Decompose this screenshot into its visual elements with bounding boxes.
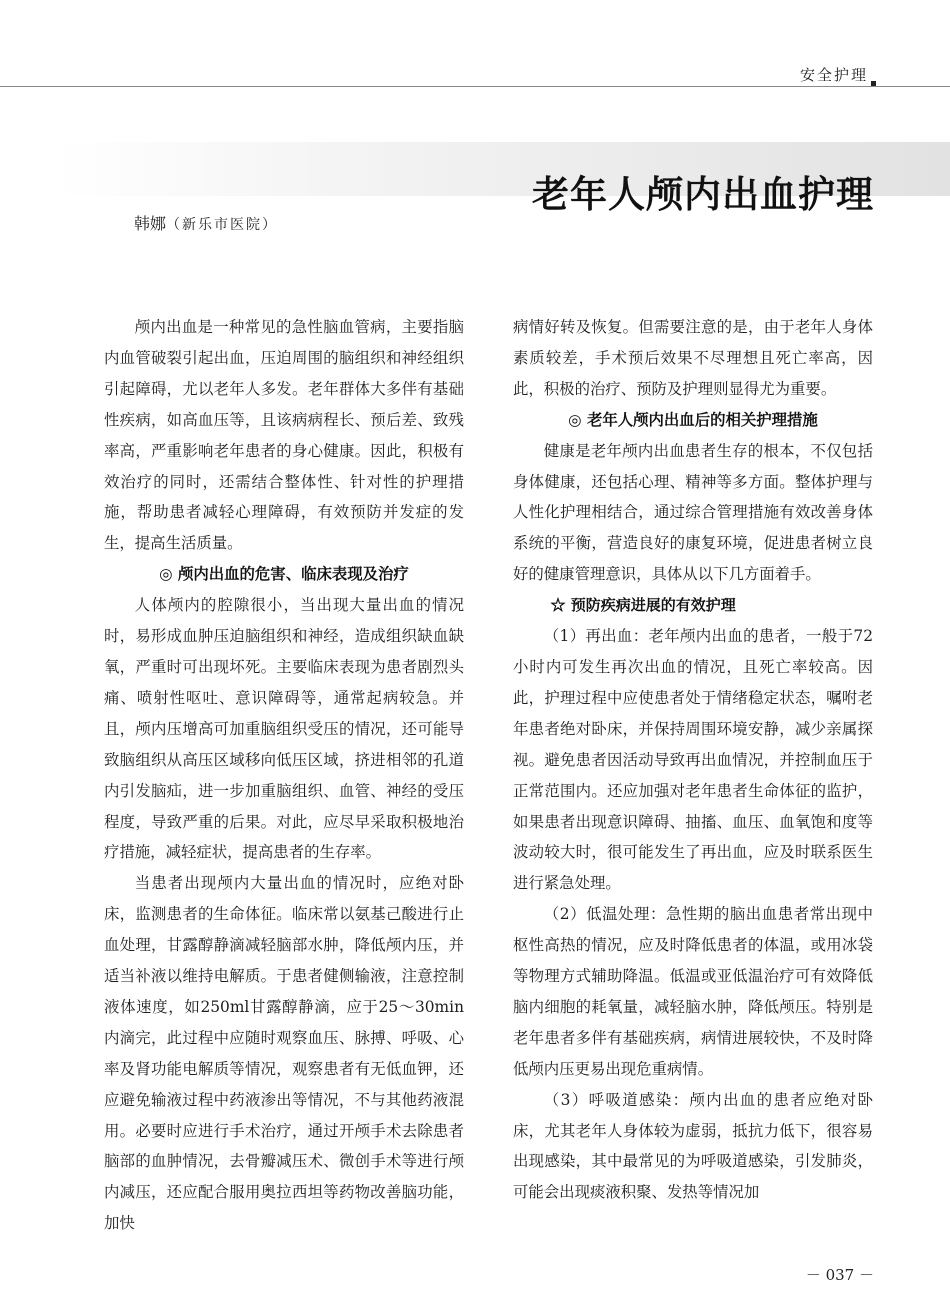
author-line — [134, 211, 278, 234]
author-name: 韩娜 — [134, 214, 167, 233]
left-column — [104, 312, 464, 1239]
section-label: 安全护理 — [799, 66, 868, 84]
section-heading: ◎ 老年人颅内出血后的相关护理措施 — [568, 410, 818, 429]
paragraph: （3）呼吸道感染：颅内出血的患者应绝对卧床，尤其老年人身体较为虚弱，抵抗力低下，很容易出现感染，其中最常见的为呼吸道感染，引发肺炎，可能会出现痰液积聚、发热等情况加 — [513, 1090, 873, 1202]
paragraph: 当患者出现颅内大量出血的情况时，应绝对卧床，监测患者的生命体征。临床常以氨基己酸进行止血处理，甘露醇静滴减轻脑部水肿，降低颅内压，并适当补液以维持电解质。于患者健侧输液，注意控制液体速度，如250ml甘露醇静滴，应于25～30min内滴完，此过程中应随时观察血压、脉搏、呼吸、心率及肾功能电解质等情况，观察患者有无低血钾，还应避免输液过程中药液渗出等情况，不与其他药液混用。必要时应进行手术治疗，通过开颅手术去除患者脑部的血肿情况，去骨瓣减压术、微创手术等进行颅内减压，还应配合服用奥拉西坦等药物改善脑功能，加快 — [104, 874, 464, 1233]
paragraph: （2）低温处理：急性期的脑出血患者常出现中枢性高热的情况，应及时降低患者的体温，或用冰袋等物理方式辅助降温。低温或亚低温治疗可有效降低脑内细胞的耗氧量，减轻脑水肿，降低颅压。特别是老年患者多伴有基础疾病，病情进展较快，不及时降低颅内压更易出现危重病情。 — [513, 905, 873, 1078]
section-heading: ◎ 颅内出血的危害、临床表现及治疗 — [159, 565, 409, 584]
header-rule — [0, 86, 950, 87]
author-affiliation: （新乐市医院） — [166, 217, 279, 233]
paragraph: （1）再出血：老年颅内出血的患者，一般于72小时内可发生再次出血的情况，且死亡率较高。因此，护理过程中应使患者处于情绪稳定状态，嘱咐老年患者绝对卧床，并保持周围环境安静，减少亲属探视。避免患者因活动导致再出血情况，并控制血压于正常范围内。还应加强对老年患者生命体征的监护，如果患者出现意识障碍、抽搐、血压、血氧饱和度等波动较大时，很可能发生了再出血，应及时联系医生进行紧急处理。 — [513, 627, 873, 893]
paragraph: 人体颅内的腔隙很小，当出现大量出血的情况时，易形成血肿压迫脑组织和神经，造成组织缺血缺氧，严重时可出现坏死。主要临床表现为患者剧烈头痛、喷射性呕吐、意识障碍等，通常起病较急。并且，颅内压增高可加重脑组织受压的情况，还可能导致脑组织从高压区域移向低压区域，挤进相邻的孔道内引发脑疝，进一步加重脑组织、血管、神经的受压程度，导致严重的后果。对此，应尽早采取积极地治疗措施，减轻症状，提高患者的生存率。 — [104, 596, 464, 862]
paragraph: 健康是老年颅内出血患者生存的根本，不仅包括身体健康，还包括心理、精神等多方面。整体护理与人性化护理相结合，通过综合管理措施有效改善身体系统的平衡，营造良好的康复环境，促进患者树立良好的健康管理意识，具体从以下几方面着手。 — [513, 441, 873, 584]
article-title: 老年人颅内出血护理 — [532, 171, 874, 216]
right-column — [513, 312, 873, 1208]
paragraph-continued: 病情好转及恢复。但需要注意的是，由于老年人身体素质较差，手术预后效果不尽理想且死亡率高，因此，积极的治疗、预防及护理则显得尤为重要。 — [513, 318, 873, 398]
subsection-heading: ☆ 预防疾病进展的有效护理 — [550, 596, 736, 615]
paragraph: 颅内出血是一种常见的急性脑血管病，主要指脑内血管破裂引起出血，压迫周围的脑组织和神经组织引起障碍，尤以老年人多发。老年群体大多伴有基础性疾病，如高血压等，且该病病程长、预后差、致残率高，严重影响老年患者的身心健康。因此，积极有效治疗的同时，还需结合整体性、针对性的护理措施，帮助患者减轻心理障碍，有效预防并发症的发生，提高生活质量。 — [104, 318, 464, 553]
page-number: － 037 － — [805, 1266, 874, 1284]
